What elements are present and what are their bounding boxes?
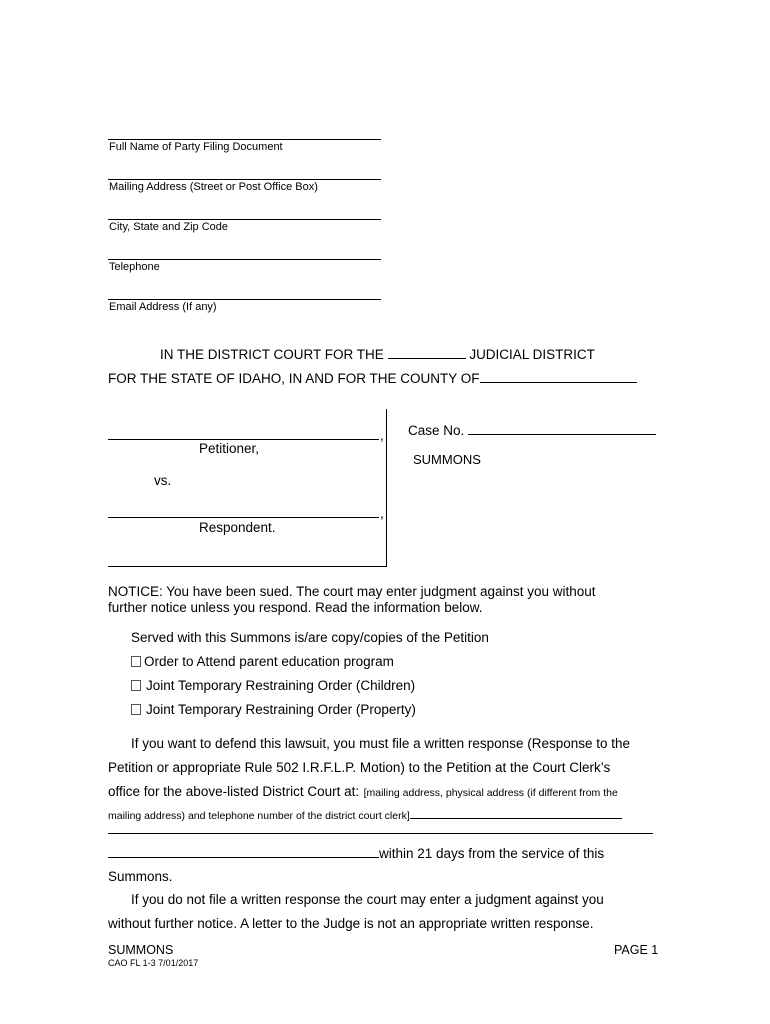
checkbox-icon[interactable] [131, 656, 141, 667]
response-line2: Petition or appropriate Rule 502 I.R.F.L.P. Motion) to the Petition at the Court Clerk’s [108, 760, 611, 775]
party-name-label: Full Name of Party Filing Document [109, 141, 283, 153]
checkbox-icon[interactable] [131, 680, 141, 691]
telephone-line[interactable] [108, 259, 381, 260]
email-line[interactable] [108, 299, 381, 300]
county-blank[interactable] [480, 370, 637, 383]
case-number-label: Case No. [408, 423, 465, 438]
option-restraining-children[interactable] [131, 678, 415, 693]
city-state-zip-label: City, State and Zip Code [109, 221, 229, 233]
response-line3-small: [mailing address, physical address (if different from the [363, 787, 618, 799]
summons-word: Summons. [108, 869, 173, 884]
no-response-line1: If you do not file a written response the court may enter a judgment against you [131, 892, 604, 907]
footer-title: SUMMONS [108, 943, 174, 957]
footer-page-number: PAGE 1 [614, 943, 659, 957]
petitioner-comma: , [380, 428, 384, 443]
option-parent-education-label: Order to Attend parent education program [144, 654, 394, 669]
caption-divider [386, 409, 387, 567]
option-parent-education[interactable] [131, 654, 394, 669]
case-number-row [408, 422, 656, 438]
versus-label: vs. [154, 473, 172, 488]
mailing-address-label: Mailing Address (Street or Post Office Box) [109, 181, 318, 193]
response-line4 [108, 806, 622, 824]
petitioner-name-line[interactable] [108, 439, 379, 440]
case-number-blank[interactable] [468, 422, 656, 435]
document-title: SUMMONS [413, 452, 481, 467]
response-line3 [108, 783, 618, 801]
notice-line1: NOTICE: You have been sued. The court may enter judgment against you without [108, 584, 596, 599]
respondent-name-line[interactable] [108, 517, 379, 518]
court-heading-pre: IN THE DISTRICT COURT FOR THE [160, 347, 384, 362]
judicial-district-blank[interactable] [388, 346, 466, 359]
checkbox-icon[interactable] [131, 704, 141, 715]
within-days-row [108, 845, 604, 861]
response-line4-small: mailing address) and telephone number of the district court clerk] [108, 810, 410, 822]
telephone-label: Telephone [109, 261, 160, 273]
respondent-label: Respondent. [199, 520, 276, 535]
notice-line2: further notice unless you respond. Read the information below. [108, 600, 483, 615]
option-restraining-property[interactable] [131, 702, 416, 717]
within-days-text: within 21 days from the service of this [379, 846, 605, 861]
option-restraining-property-label: Joint Temporary Restraining Order (Property) [146, 702, 416, 717]
caption-bottom-line [108, 566, 387, 567]
no-response-line2: without further notice. A letter to the Judge is not an appropriate written response. [108, 916, 594, 931]
court-heading-post: JUDICIAL DISTRICT [469, 347, 595, 362]
response-line1: If you want to defend this lawsuit, you must file a written response (Response to the [131, 736, 631, 751]
city-state-zip-line[interactable] [108, 219, 381, 220]
clerk-address-blank2[interactable] [108, 833, 653, 834]
county-heading: FOR THE STATE OF IDAHO, IN AND FOR THE COUNTY OF [108, 371, 480, 386]
mailing-address-line[interactable] [108, 179, 381, 180]
option-restraining-children-label: Joint Temporary Restraining Order (Children) [146, 678, 416, 693]
party-name-line[interactable] [108, 139, 381, 140]
petitioner-label: Petitioner, [199, 441, 260, 456]
clerk-address-blank3[interactable] [108, 845, 379, 858]
served-intro: Served with this Summons is/are copy/copies of the Petition [131, 630, 489, 645]
court-heading-line2 [108, 370, 637, 386]
clerk-address-blank1[interactable] [410, 806, 622, 819]
respondent-comma: , [380, 506, 384, 521]
court-heading-line1 [160, 346, 595, 362]
footer-form-id: CAO FL 1-3 7/01/2017 [108, 958, 199, 968]
response-line3-text: office for the above-listed District Court at: [108, 784, 360, 799]
email-label: Email Address (If any) [109, 301, 217, 313]
